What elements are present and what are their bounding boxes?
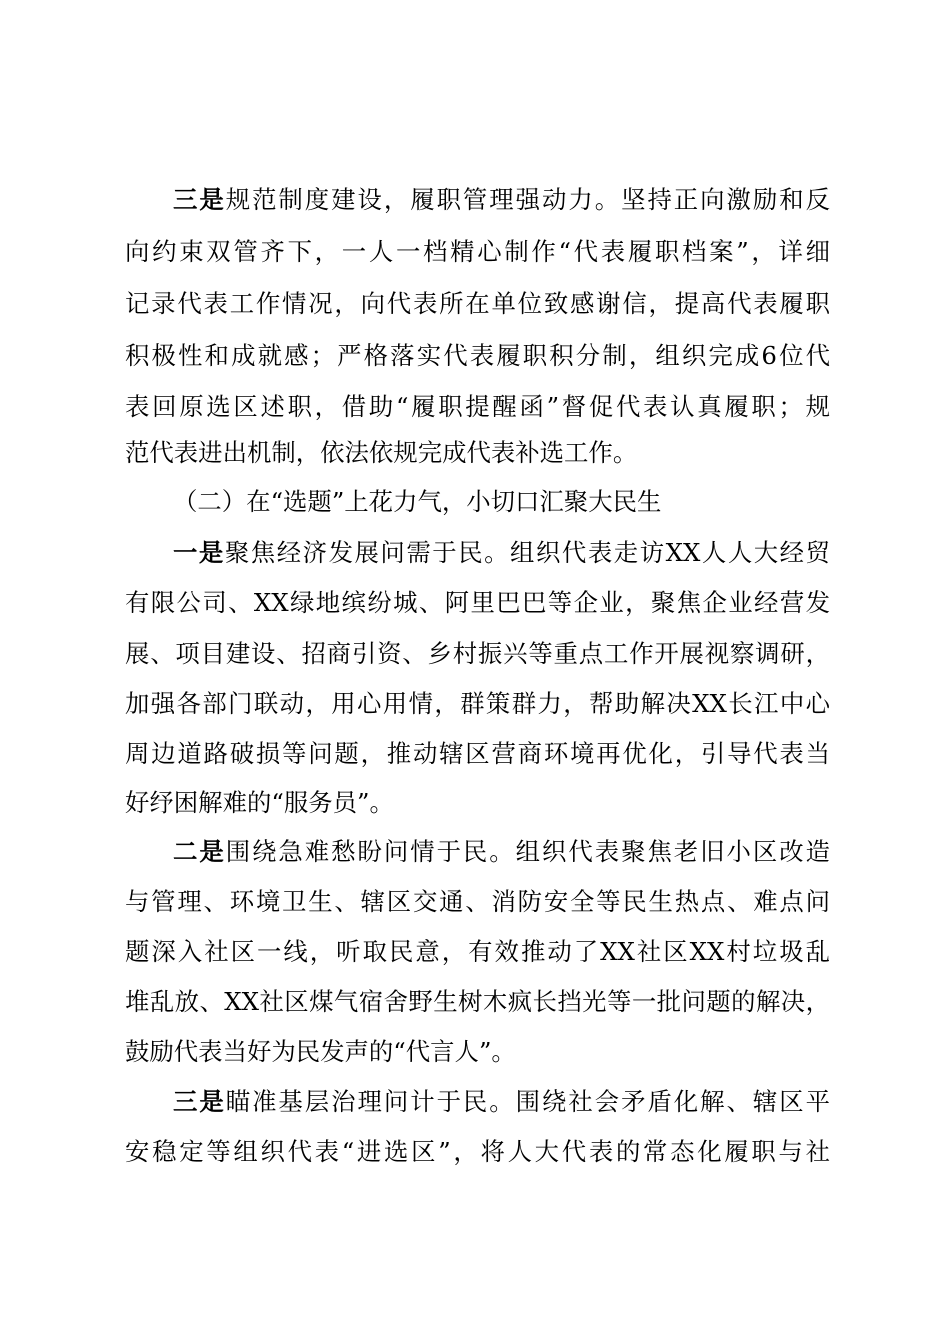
para1-line-3: 记录代表工作情况，向代表所在单位致感谢信，提高代表履职 [125,289,830,318]
para4-lead: 三是 [173,1087,226,1116]
para2-line-5: 周边道路破损等问题，推动辖区营商环境再优化，引导代表当 [125,739,830,768]
para3-line-4: 堆乱放、XX社区煤气宿舍野生树木疯长挡光等一批问题的解决， [125,987,830,1016]
para3-text-1: 围绕急难愁盼问情于民。组织代表聚焦老旧小区改造 [225,837,830,866]
section-heading-2: （二）在“选题”上花力气，小切口汇聚大民生 [173,487,662,516]
para2-line-6: 好纾困解难的“服务员”。 [125,788,394,817]
para1-line-6: 范代表进出机制，依法依规完成代表补选工作。 [125,438,638,467]
para2-lead: 一是 [173,538,225,567]
para1-lead: 三是 [173,185,226,214]
para4-line-1 [173,1083,830,1121]
para2-line-4: 加强各部门联动，用心用情，群策群力，帮助解决XX长江中心 [125,689,830,718]
para3-line-1 [173,833,830,871]
para3-line-5: 鼓励代表当好为民发声的“代言人”。 [125,1037,516,1066]
para2-text-1: 聚焦经济发展问需于民。组织代表走访XX人人大经贸 [224,538,830,567]
para1-text-1: 规范制度建设，履职管理强动力。坚持正向激励和反 [225,185,830,214]
para1-line-2: 向约束双管齐下，一人一档精心制作“代表履职档案”，详细 [125,237,830,266]
para1-line-5: 表回原选区述职，借助“履职提醒函”督促代表认真履职；规 [125,392,830,421]
para3-line-3: 题深入社区一线，听取民意，有效推动了XX社区XX村垃圾乱 [125,937,830,966]
para1-line-1 [173,181,830,219]
para3-lead: 二是 [173,837,226,866]
para2-line-3: 展、项目建设、招商引资、乡村振兴等重点工作开展视察调研， [125,639,830,668]
para4-text-1: 瞄准基层治理问计于民。围绕社会矛盾化解、辖区平 [225,1087,830,1116]
para4-line-2: 安稳定等组织代表“进选区”，将人大代表的常态化履职与社 [125,1137,830,1166]
para2-line-1 [173,534,830,572]
para3-line-2: 与管理、环境卫生、辖区交通、消防安全等民生热点、难点问 [125,887,830,916]
para1-line-4: 积极性和成就感；严格落实代表履职积分制，组织完成6位代 [125,341,830,370]
para2-line-2: 有限公司、XX绿地缤纷城、阿里巴巴等企业，聚焦企业经营发 [125,588,830,617]
